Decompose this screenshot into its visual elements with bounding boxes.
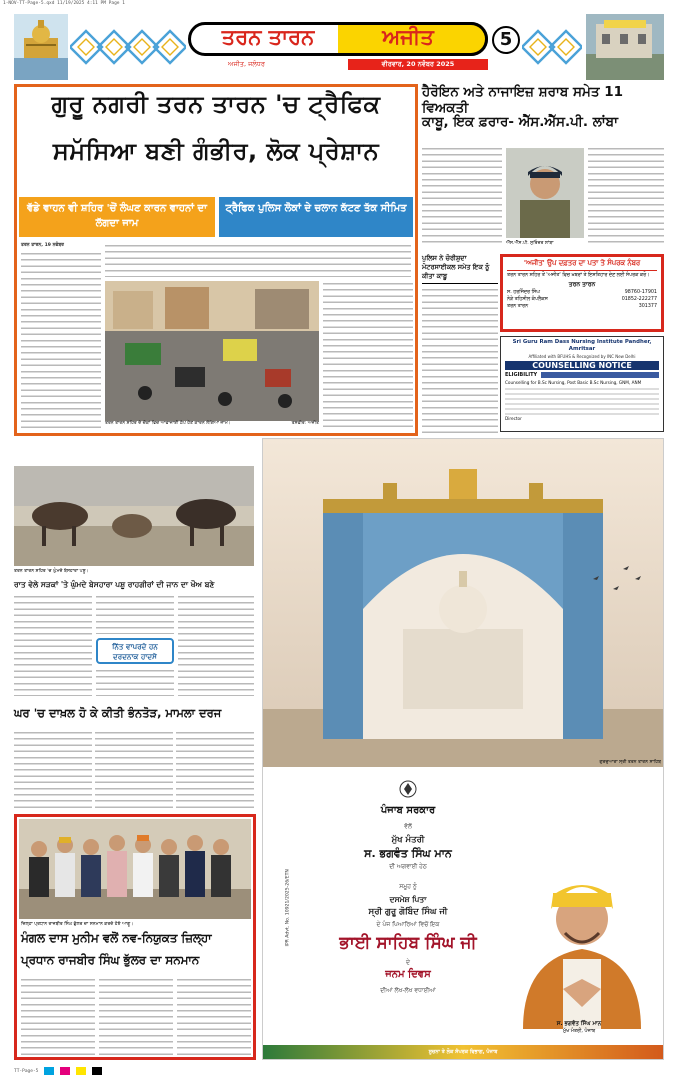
- house-body: [14, 730, 254, 808]
- masthead-city: ਤਰਨ ਤਾਰਨ: [221, 25, 315, 49]
- cm-title: ਮੁੱਖ ਮੰਤਰੀ: [391, 835, 425, 845]
- govt-name: ਪੰਜਾਬ ਸਰਕਾਰ: [380, 805, 436, 816]
- lead-headline-2: ਸਮੱਸਿਆ ਬਣੀ ਗੰਭੀਰ, ਲੋਕ ਪ੍ਰੇਸ਼ਾਨ: [52, 137, 380, 165]
- lead-body-left: ਤਰਨ ਤਾਰਨ, 19 ਨਵੰਬਰ: [21, 243, 101, 431]
- govt-ad: [262, 438, 664, 1060]
- nursing-courses: Counselling for B.Sc Nursing, Post Basic B.Sc Nursing, GNM, ANM: [505, 380, 642, 385]
- ssp-photo: [506, 148, 584, 238]
- cm-photo-caption: ਸ. ਭਗਵੰਤ ਸਿੰਘ ਮਾਨ ਮੁੱਖ ਮੰਤਰੀ, ਪੰਜਾਬ: [556, 1021, 602, 1034]
- brief-headline: ਪੁਲਿਸ ਨੇ ਚੋਰੀਸ਼ੁਦਾ ਮੋਟਰਸਾਈਕਲ ਸਮੇਤ ਇਕ ਨੂੰ ਕੀਤਾ ਕਾਬੂ: [422, 254, 498, 284]
- masthead-title-block: [188, 22, 488, 72]
- lead-body-right: [323, 281, 413, 431]
- heroin-headline-1: ਹੈਰੋਇਨ ਅਤੇ ਨਾਜਾਇਜ਼ ਸ਼ਰਾਬ ਸਮੇਤ 11 ਵਿਅਕਤੀ: [422, 84, 624, 116]
- ssp-photo-caption: ਐੱਸ.ਐੱਸ.ਪੀ. ਸੁਰਿੰਦਰ ਲਾਂਬਾ: [506, 241, 554, 246]
- masthead: [14, 14, 664, 80]
- beloved-line: ਦੇ ਪੰਜ ਪਿਆਰਿਆਂ ਵਿਚੋਂ ਇਕ: [376, 921, 440, 928]
- greeting-line: ਦੀਆਂ ਲੱਖ-ਲੱਖ ਵਧਾਈਆਂ: [380, 987, 436, 994]
- cattle-body-mid-top: [96, 594, 174, 634]
- masthead-date: ਵੀਰਵਾਰ, 20 ਨਵੰਬਰ 2025: [348, 59, 488, 70]
- nursing-eligibility-label: ELIGIBILITY: [505, 372, 538, 378]
- traffic-photo: [105, 281, 319, 421]
- gurdwara-caption: ਗੁਰਦੁਆਰਾ ਸ੍ਰੀ ਤਰਨ ਤਾਰਨ ਸਾਹਿਬ: [599, 760, 661, 765]
- office-title: 'ਅਜੀਤ' ਉਪ ਦਫ਼ਤਰ ਦਾ ਪਤਾ ਤੇ ਸੰਪਰਕ ਨੰਬਰ: [507, 259, 657, 271]
- ad-side-code: IPR Advt. No. 10921/2025-26/ETN: [285, 869, 291, 947]
- de-line: ਦੇ: [406, 959, 410, 966]
- traffic-photo-caption: ਤਰਨ ਤਾਰਨ ਸ਼ਹਿਰ ਦੇ ਚੌਕਾਂ ਵਿਚ ਆਵਾਜਾਈ ਠੱਪ ਹੋਣ ਕਾਰਨ ਲੱਗਿਆ ਜਾਮ। ਤਸਵੀਰ: ਅਜੀਤ: [105, 421, 319, 426]
- bottom-strip: TT-Page-5: [14, 1066, 664, 1076]
- office-box: 'ਅਜੀਤ' ਉਪ ਦਫ਼ਤਰ ਦਾ ਪਤਾ ਤੇ ਸੰਪਰਕ ਨੰਬਰ ਤਰਨ ਤਾਰਨ ਸ਼ਹਿਰ ਤੋਂ 'ਅਜੀਤ' ਵਿਚ ਖ਼ਬਰਾਂ ਤੇ ਇਸ਼ਤਿਹਾਰ ਦੇਣ ਲਈ ਸੰਪਰਕ ਕਰੋ। ਤਰਨ ਤਾਰਨ ਸ. ਹਰਜਿੰਦਰ ਸਿੰਘ 98760-17901 ਨੇੜੇ ਤਹਿਸੀਲ ਕੰਪਲੈਕਸ 01852-222277 ਤਰਨ ਤਾਰਨ 301377: [500, 254, 664, 332]
- punjab-emblem-icon: [398, 779, 418, 801]
- leadership-line: ਦੀ ਅਗਵਾਈ ਹੇਠ: [389, 863, 427, 870]
- cattle-body-left: [14, 594, 92, 696]
- office-intro: ਤਰਨ ਤਾਰਨ ਸ਼ਹਿਰ ਤੋਂ 'ਅਜੀਤ' ਵਿਚ ਖ਼ਬਰਾਂ ਤੇ ਇਸ਼ਤਿਹਾਰ ਦੇਣ ਲਈ ਸੰਪਰਕ ਕਰੋ।: [507, 273, 650, 278]
- house-headline: ਘਰ 'ਚ ਦਾਖ਼ਲ ਹੋ ਕੇ ਕੀਤੀ ਭੰਨਤੋੜ, ਮਾਮਲਾ ਦਰਜ: [14, 706, 222, 720]
- print-info-strip: 1-NOV-TT-Page-5.qxd 11/19/2025 4:11 PM Page 1: [3, 1, 125, 6]
- nursing-institute: Sri Guru Ram Dass Nursing Institute Pandher, Amritsar: [512, 339, 652, 352]
- masthead-edition: ਅਜੀਤ, ਜਲੰਧਰ: [228, 60, 265, 68]
- masthead-pattern-right: [522, 14, 582, 80]
- office-city: ਤਰਨ ਤਾਰਨ: [568, 281, 596, 289]
- nursing-affiliation: Affiliated with BFUHS & Recognized by INC New Delhi: [528, 354, 636, 359]
- honour-story: [14, 814, 256, 1060]
- guru-line: ਦਸਮੇਸ਼ ਪਿਤਾ: [389, 895, 427, 904]
- guru-name: ਸ੍ਰੀ ਗੁਰੂ ਗੋਬਿੰਦ ਸਿੰਘ ਜੀ: [368, 907, 448, 917]
- lead-headline-1: ਗੁਰੂ ਨਗਰੀ ਤਰਨ ਤਾਰਨ 'ਚ ਟ੍ਰੈਫਿਕ: [51, 90, 381, 118]
- cattle-body-mid-bottom: [96, 668, 174, 696]
- golden-temple-logo: [14, 14, 68, 80]
- honour-photo: [19, 819, 251, 919]
- masthead-pattern-left: [70, 14, 186, 80]
- heroin-headline-2: ਕਾਬੂ, ਇਕ ਫ਼ਰਾਰ- ਐੱਸ.ਐੱਸ.ਪੀ. ਲਾਂਬਾ: [422, 114, 618, 130]
- cattle-photo: [14, 466, 254, 566]
- nursing-footer: Director: [505, 416, 522, 422]
- lead-body-top-cols: [105, 243, 411, 277]
- building-photo: [586, 14, 664, 80]
- cattle-pullquote: ਨਿੱਤ ਵਾਪਰਦੇ ਹਨ ਦਰਦਨਾਕ ਹਾਦਸੇ: [96, 638, 174, 664]
- govt-from: ਵੱਲੋਂ: [404, 823, 412, 830]
- heroin-story: [422, 84, 664, 250]
- nursing-ad: [500, 336, 664, 432]
- cattle-body-right: [178, 594, 254, 696]
- lead-sub-left: ਵੱਡੇ ਵਾਹਨ ਵੀ ਸ਼ਹਿਰ 'ਚੋਂ ਲੰਘਣ ਕਾਰਨ ਵਾਹਨਾਂ ਦਾ ਲੱਗਦਾ ਜਾਮ: [19, 197, 215, 237]
- cattle-headline: ਰਾਤ ਵੇਲੇ ਸੜਕਾਂ 'ਤੇ ਘੁੰਮਦੇ ਬੇਸਹਾਰਾ ਪਸ਼ੂ ਰਾਹਗੀਰਾਂ ਦੀ ਜਾਨ ਦਾ ਖੌਅ ਬਣੇ: [14, 580, 215, 589]
- heroin-body-right: [588, 146, 664, 246]
- cm-portrait: [503, 839, 661, 1029]
- honour-body: [21, 977, 251, 1055]
- cattle-photo-caption: ਤਰਨ ਤਾਰਨ ਸ਼ਹਿਰ 'ਚ ਘੁੰਮਦੇ ਬੇਸਹਾਰਾ ਪਸ਼ੂ।: [14, 569, 89, 574]
- honour-headline-2: ਪ੍ਰਧਾਨ ਰਾਜਬੀਰ ਸਿੰਘ ਭੁੱਲਰ ਦਾ ਸਨਮਾਨ: [21, 953, 200, 967]
- heroin-body-left: [422, 146, 502, 246]
- gurdwara-photo: [263, 439, 663, 767]
- lead-sub-right: ਟ੍ਰੈਫਿਕ ਪੁਲਿਸ ਲੋਕਾਂ ਦੇ ਚਲਾਨ ਕੱਟਣ ਤੱਕ ਸੀਮਿਤ: [219, 197, 413, 237]
- lead-story: [14, 84, 418, 436]
- nursing-notice: COUNSELLING NOTICE: [505, 361, 659, 370]
- brief-story: [422, 254, 498, 430]
- bhai-name: ਭਾਈ ਸਾਹਿਬ ਸਿੰਘ ਜੀ: [339, 933, 477, 953]
- ad-footer: ਸੂਚਨਾ ਤੇ ਲੋਕ ਸੰਪਰਕ ਵਿਭਾਗ, ਪੰਜਾਬ: [263, 1045, 663, 1059]
- all-sangat-line: ਸਮੂਹ ਨੂੰ: [399, 883, 417, 890]
- page-number: 5: [492, 26, 520, 54]
- cm-name: ਸ. ਭਗਵੰਤ ਸਿੰਘ ਮਾਨ: [364, 847, 452, 860]
- honour-photo-caption: ਜ਼ਿਲ੍ਹਾ ਪ੍ਰਧਾਨ ਰਾਜਬੀਰ ਸਿੰਘ ਭੁੱਲਰ ਦਾ ਸਨਮਾਨ ਕਰਦੇ ਹੋਏ ਆਗੂ।: [21, 922, 134, 927]
- masthead-brand: ਅਜੀਤ: [382, 25, 434, 49]
- janam-line: ਜਨਮ ਦਿਵਸ: [385, 969, 431, 980]
- honour-headline-1: ਮੰਗਲ ਦਾਸ ਮੁਨੀਮ ਵਲੋਂ ਨਵ-ਨਿਯੁਕਤ ਜ਼ਿਲ੍ਹਾ: [21, 931, 212, 945]
